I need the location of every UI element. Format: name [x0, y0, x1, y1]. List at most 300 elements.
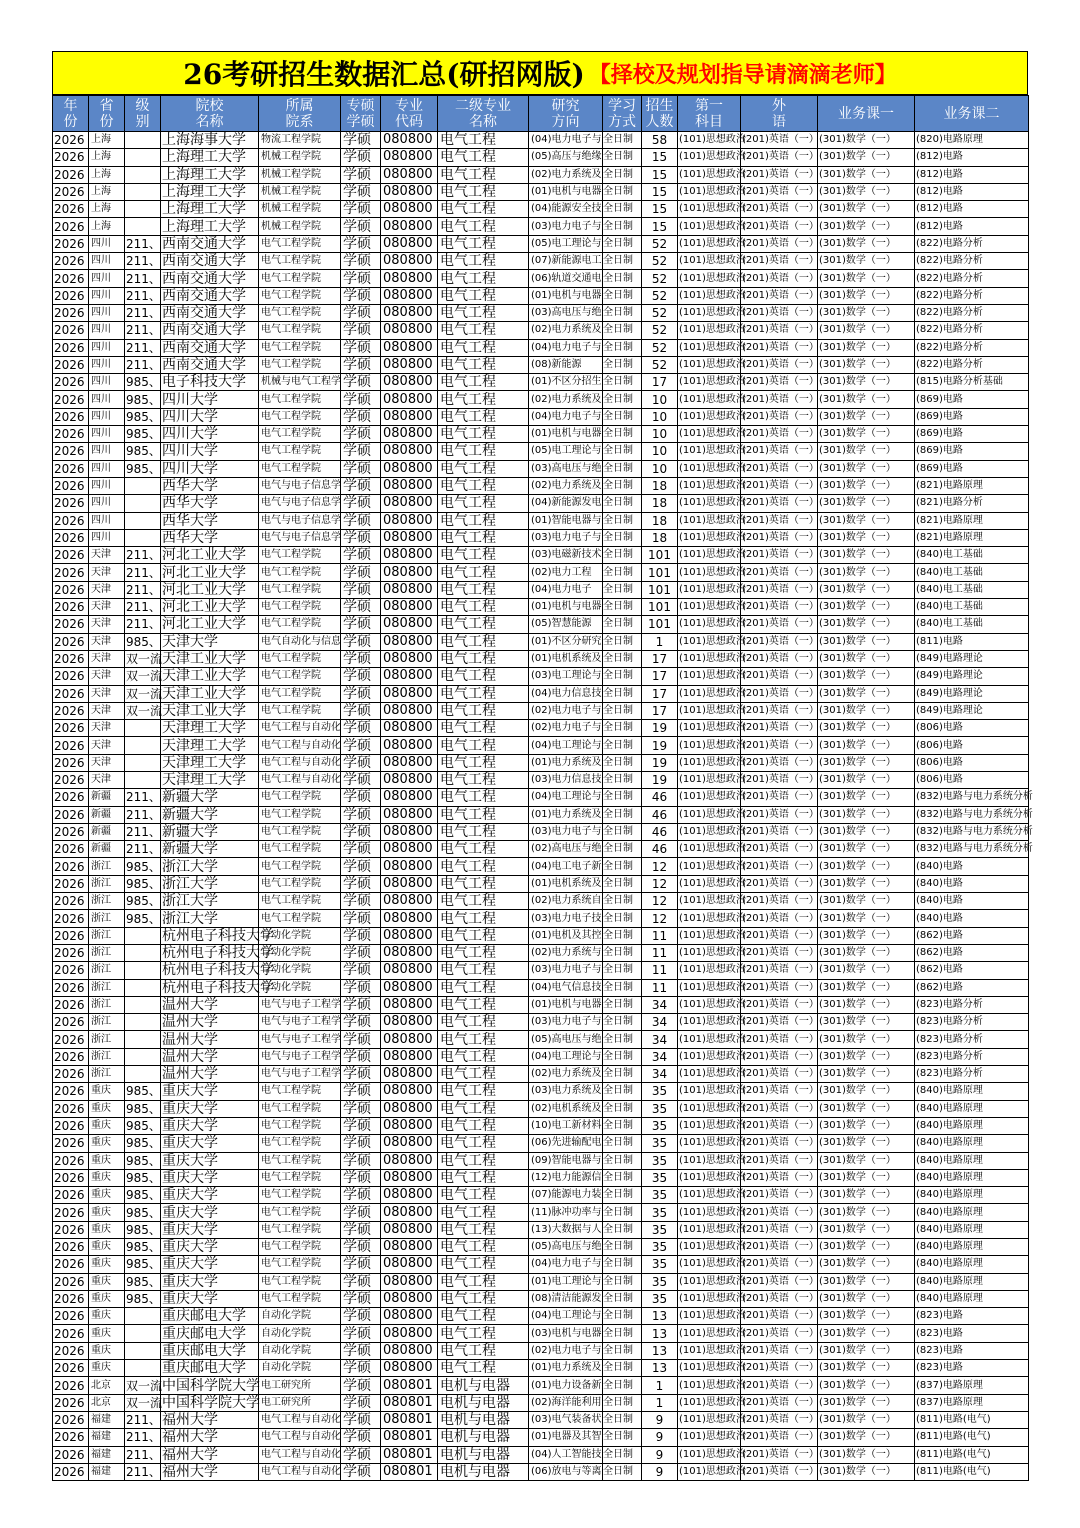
- cell-tier: [125, 996, 161, 1013]
- cell-major-name: 电气工程: [438, 1342, 529, 1359]
- cell-major-name: 电气工程: [438, 1152, 529, 1169]
- cell-research-direction: (04)电力电子与: [529, 408, 603, 425]
- cell-major-name: 电气工程: [438, 771, 529, 788]
- cell-study-mode: 全日制: [603, 702, 642, 719]
- cell-major-name: 电气工程: [438, 270, 529, 287]
- cell-research-direction: (01)电工理论与: [529, 1273, 603, 1290]
- header-major-code-line-2: 代码: [395, 113, 423, 130]
- cell-enrollment: 18: [642, 529, 678, 546]
- cell-tier: 双一流: [126, 703, 163, 718]
- cell-subject-course-2: (840)电工基础: [915, 599, 1029, 616]
- cell-major-code: 080800: [381, 910, 438, 927]
- cell-province: 上海: [89, 183, 125, 200]
- cell-school-name: 上海理工大学: [161, 166, 259, 183]
- table-row: [53, 149, 1029, 166]
- cell-study-mode: 全日制: [603, 789, 642, 806]
- cell-research-direction: (12)电力能源信: [529, 1169, 603, 1186]
- cell-enrollment: 46: [642, 823, 678, 840]
- header-subject-language-line-2: 语: [772, 113, 786, 130]
- cell-subject-course-2: (823)电路分析: [915, 1031, 1029, 1048]
- cell-major-name: 电气工程: [438, 1360, 529, 1377]
- cell-year: 2026: [53, 581, 89, 598]
- cell-province: 四川: [89, 374, 125, 391]
- cell-degree-type: 学硕: [341, 529, 381, 546]
- cell-year: 2026: [53, 1083, 89, 1100]
- cell-research-direction: (02)电力系统及: [529, 1066, 603, 1083]
- cell-department: 电气与电子信息学: [259, 512, 341, 529]
- cell-department: 电气工程学院: [259, 1290, 341, 1307]
- cell-department: 电气工程学院: [259, 823, 341, 840]
- cell-study-mode: 全日制: [603, 547, 642, 564]
- cell-subject-politics: (101)思想政治: [678, 374, 741, 391]
- cell-research-direction: (02)电力电子与: [529, 1342, 603, 1359]
- cell-subject-course-1: (301)数学（一）: [818, 1152, 915, 1169]
- table-row: [53, 1377, 1029, 1394]
- cell-major-code: 080800: [381, 495, 438, 512]
- cell-year: 2026: [53, 1135, 89, 1152]
- cell-subject-politics: (101)思想政治: [678, 962, 741, 979]
- cell-major-code: 080800: [381, 720, 438, 737]
- cell-major-name: 电气工程: [438, 806, 529, 823]
- cell-research-direction: (01)电机与电器: [529, 183, 603, 200]
- cell-subject-politics: (101)思想政治: [678, 166, 741, 183]
- cell-major-name: 电气工程: [438, 1117, 529, 1134]
- cell-department: 机械与电气工程学: [259, 374, 341, 391]
- cell-subject-course-2: (812)电路: [915, 149, 1029, 166]
- cell-school-name: 电子科技大学: [161, 374, 259, 391]
- cell-subject-course-1: (301)数学（一）: [818, 685, 915, 702]
- cell-subject-politics: (101)思想政治: [678, 599, 741, 616]
- cell-major-code: 080800: [381, 875, 438, 892]
- table-row: [53, 166, 1029, 183]
- cell-year: 2026: [53, 1446, 89, 1463]
- cell-province: 上海: [89, 132, 125, 149]
- cell-subject-course-2: (811)电路(电气): [915, 1411, 1029, 1428]
- cell-tier: 985、: [126, 1188, 161, 1203]
- cell-subject-course-2: (840)电路: [915, 910, 1029, 927]
- cell-major-name: 电气工程: [438, 1273, 529, 1290]
- table-row: [53, 979, 1029, 996]
- cell-subject-course-2: (812)电路: [915, 166, 1029, 183]
- cell-year: 2026: [53, 235, 89, 252]
- header-department: [259, 96, 341, 132]
- cell-degree-type: 学硕: [341, 1463, 381, 1480]
- cell-major-code: 080800: [381, 1187, 438, 1204]
- header-study-mode: [603, 96, 642, 132]
- cell-subject-politics: (101)思想政治: [678, 426, 741, 443]
- cell-subject-course-2: (823)电路: [915, 1360, 1029, 1377]
- cell-year: 2026: [53, 270, 89, 287]
- cell-tier: 双一流: [126, 686, 163, 701]
- cell-subject-course-1: (301)数学（一）: [818, 1256, 915, 1273]
- cell-major-code: 080800: [381, 754, 438, 771]
- cell-research-direction: (04)电气信息技: [529, 979, 603, 996]
- cell-enrollment: 18: [642, 477, 678, 494]
- cell-research-direction: (04)电力电子与: [529, 339, 603, 356]
- cell-major-name: 电气工程: [438, 339, 529, 356]
- cell-year: 2026: [53, 529, 89, 546]
- cell-research-direction: (04)电工电子新: [529, 858, 603, 875]
- cell-subject-course-1: (301)数学（一）: [818, 1100, 915, 1117]
- table-row: [53, 910, 1029, 927]
- cell-province: 四川: [89, 426, 125, 443]
- cell-major-code: 080800: [381, 1308, 438, 1325]
- cell-subject-course-2: (862)电路: [915, 979, 1029, 996]
- cell-enrollment: 35: [642, 1204, 678, 1221]
- cell-subject-course-1: (301)数学（一）: [818, 650, 915, 667]
- cell-subject-course-2: (869)电路: [915, 426, 1029, 443]
- cell-year: 2026: [53, 1239, 89, 1256]
- cell-study-mode: 全日制: [603, 823, 642, 840]
- cell-school-name: 西南交通大学: [161, 339, 259, 356]
- cell-department: 电气工程学院: [259, 910, 341, 927]
- cell-tier: 985、: [126, 911, 161, 926]
- cell-major-name: 电机与电器: [438, 1377, 529, 1394]
- cell-subject-course-2: (823)电路分析: [915, 1048, 1029, 1065]
- cell-major-code: 080800: [381, 893, 438, 910]
- cell-tier: 211、: [126, 548, 161, 563]
- cell-province: 上海: [89, 218, 125, 235]
- cell-subject-politics: (101)思想政治: [678, 754, 741, 771]
- cell-subject-politics: (101)思想政治: [678, 1221, 741, 1238]
- cell-province: 重庆: [89, 1221, 125, 1238]
- cell-major-code: 080800: [381, 633, 438, 650]
- cell-tier: [125, 149, 161, 166]
- cell-school-name: 四川大学: [161, 426, 259, 443]
- cell-research-direction: (01)电力系统及: [529, 806, 603, 823]
- cell-department: 机械工程学院: [259, 218, 341, 235]
- cell-department: 电气工程学院: [259, 426, 341, 443]
- cell-department: 电气工程学院: [259, 1152, 341, 1169]
- cell-subject-politics: (101)思想政治: [678, 685, 741, 702]
- cell-subject-course-2: (840)电路原理: [915, 1117, 1029, 1134]
- cell-school-name: 杭州电子科技大学: [162, 945, 274, 962]
- cell-school-name: 四川大学: [161, 391, 259, 408]
- table-row: [53, 771, 1029, 788]
- cell-degree-type: 学硕: [341, 1325, 381, 1342]
- cell-degree-type: 学硕: [341, 201, 381, 218]
- cell-subject-language: (201)英语（一）: [741, 201, 818, 218]
- cell-tier: [125, 218, 161, 235]
- cell-major-code: 080800: [381, 737, 438, 754]
- table-row: [53, 1031, 1029, 1048]
- cell-year: 2026: [53, 322, 89, 339]
- cell-major-name: 电气工程: [438, 754, 529, 771]
- cell-year: 2026: [53, 166, 89, 183]
- cell-tier: 211、: [126, 1413, 161, 1428]
- cell-study-mode: 全日制: [603, 408, 642, 425]
- cell-subject-course-1: (301)数学（一）: [818, 893, 915, 910]
- cell-year: 2026: [53, 183, 89, 200]
- cell-research-direction: (08)清洁能源发: [529, 1290, 603, 1307]
- cell-subject-language: (201)英语（一）: [741, 1360, 818, 1377]
- cell-degree-type: 学硕: [341, 875, 381, 892]
- cell-subject-course-1: (301)数学（一）: [818, 235, 915, 252]
- cell-major-code: 080800: [381, 356, 438, 373]
- cell-department: 电气工程学院: [259, 460, 341, 477]
- cell-enrollment: 52: [642, 253, 678, 270]
- cell-study-mode: 全日制: [603, 339, 642, 356]
- cell-subject-politics: (101)思想政治: [678, 616, 741, 633]
- cell-year: 2026: [53, 408, 89, 425]
- cell-enrollment: 9: [642, 1429, 678, 1446]
- cell-major-name: 电气工程: [438, 426, 529, 443]
- cell-major-name: 电气工程: [438, 962, 529, 979]
- cell-school-name: 天津理工大学: [161, 737, 259, 754]
- cell-research-direction: (02)电力工程: [529, 564, 603, 581]
- table-row: [53, 650, 1029, 667]
- cell-research-direction: (03)电气装备状: [529, 1411, 603, 1428]
- cell-province: 上海: [89, 166, 125, 183]
- cell-degree-type: 学硕: [341, 650, 381, 667]
- cell-enrollment: 10: [642, 426, 678, 443]
- cell-study-mode: 全日制: [603, 218, 642, 235]
- cell-major-code: 080800: [381, 823, 438, 840]
- cell-department: 电气工程与自动化: [259, 1429, 341, 1446]
- cell-major-code: 080800: [381, 1221, 438, 1238]
- cell-enrollment: 17: [642, 702, 678, 719]
- cell-major-code: 080800: [381, 1290, 438, 1307]
- cell-enrollment: 52: [642, 356, 678, 373]
- cell-major-name: 电气工程: [438, 408, 529, 425]
- table-row: [53, 1394, 1029, 1411]
- cell-department: 电气工程学院: [259, 650, 341, 667]
- cell-province: 天津: [89, 737, 125, 754]
- cell-enrollment: 34: [642, 996, 678, 1013]
- cell-school-name: 新疆大学: [161, 841, 259, 858]
- cell-year: 2026: [53, 132, 89, 149]
- cell-subject-course-1: (301)数学（一）: [818, 547, 915, 564]
- cell-subject-politics: (101)思想政治: [678, 287, 741, 304]
- cell-major-name: 电气工程: [438, 599, 529, 616]
- cell-subject-language: (201)英语（一）: [741, 460, 818, 477]
- cell-subject-language: (201)英语（一）: [741, 322, 818, 339]
- table-row: [53, 720, 1029, 737]
- cell-subject-course-1: (301)数学（一）: [818, 771, 915, 788]
- cell-tier: 985、: [126, 375, 161, 390]
- cell-study-mode: 全日制: [603, 616, 642, 633]
- cell-major-code: 080800: [381, 1204, 438, 1221]
- cell-province: 浙江: [89, 893, 125, 910]
- table-row: [53, 685, 1029, 702]
- table-row: [53, 1100, 1029, 1117]
- cell-degree-type: 学硕: [341, 1377, 381, 1394]
- cell-year: 2026: [53, 979, 89, 996]
- cell-year: 2026: [53, 1187, 89, 1204]
- cell-department: 电气工程与自动化: [259, 771, 341, 788]
- cell-year: 2026: [53, 1169, 89, 1186]
- cell-subject-language: (201)英语（一）: [741, 149, 818, 166]
- cell-subject-course-2: (815)电路分析基础: [915, 374, 1029, 391]
- cell-degree-type: 学硕: [341, 304, 381, 321]
- cell-subject-politics: (101)思想政治: [678, 253, 741, 270]
- cell-enrollment: 35: [642, 1273, 678, 1290]
- cell-tier: 211、: [126, 236, 161, 251]
- cell-degree-type: 学硕: [341, 979, 381, 996]
- header-major-code-line-1: 专业: [395, 97, 423, 114]
- cell-year: 2026: [53, 858, 89, 875]
- cell-subject-language: (201)英语（一）: [741, 1463, 818, 1480]
- cell-study-mode: 全日制: [603, 1135, 642, 1152]
- cell-subject-politics: (101)思想政治: [678, 356, 741, 373]
- cell-research-direction: (04)电工理论与: [529, 1308, 603, 1325]
- cell-research-direction: (02)电机系统及: [529, 1100, 603, 1117]
- cell-province: 天津: [89, 581, 125, 598]
- cell-subject-politics: (101)思想政治: [678, 1187, 741, 1204]
- cell-subject-politics: (101)思想政治: [678, 927, 741, 944]
- cell-subject-language: (201)英语（一）: [741, 616, 818, 633]
- cell-province: 四川: [89, 235, 125, 252]
- cell-major-code: 080800: [381, 1169, 438, 1186]
- header-subject-politics-line-2: 科目: [695, 113, 723, 130]
- cell-tier: 985、: [126, 894, 161, 909]
- cell-degree-type: 学硕: [341, 1066, 381, 1083]
- cell-subject-politics: (101)思想政治: [678, 1204, 741, 1221]
- cell-province: 重庆: [89, 1360, 125, 1377]
- cell-department: 电气工程与自动化: [259, 1411, 341, 1428]
- cell-study-mode: 全日制: [603, 1290, 642, 1307]
- cell-major-code: 080800: [381, 512, 438, 529]
- cell-research-direction: (04)电工理论与: [529, 789, 603, 806]
- cell-subject-politics: (101)思想政治: [678, 771, 741, 788]
- cell-major-name: 电气工程: [438, 1014, 529, 1031]
- cell-degree-type: 学硕: [341, 253, 381, 270]
- cell-subject-course-1: (301)数学（一）: [818, 737, 915, 754]
- cell-enrollment: 12: [642, 893, 678, 910]
- cell-year: 2026: [53, 875, 89, 892]
- cell-subject-course-1: (301)数学（一）: [818, 460, 915, 477]
- header-major-name-line-1: 二级专业: [455, 97, 511, 114]
- cell-school-name: 上海理工大学: [161, 201, 259, 218]
- cell-tier: 985、: [126, 1084, 161, 1099]
- cell-major-name: 电气工程: [438, 253, 529, 270]
- cell-enrollment: 35: [642, 1256, 678, 1273]
- cell-school-name: 重庆大学: [161, 1239, 259, 1256]
- cell-subject-politics: (101)思想政治: [678, 322, 741, 339]
- cell-subject-language: (201)英语（一）: [741, 789, 818, 806]
- cell-year: 2026: [53, 564, 89, 581]
- cell-province: 浙江: [89, 927, 125, 944]
- header-research-direction-line-1: 研究: [551, 97, 580, 114]
- cell-subject-course-1: (301)数学（一）: [818, 1342, 915, 1359]
- cell-enrollment: 10: [642, 391, 678, 408]
- cell-enrollment: 17: [642, 650, 678, 667]
- cell-major-code: 080800: [381, 166, 438, 183]
- cell-degree-type: 学硕: [341, 1256, 381, 1273]
- cell-enrollment: 46: [642, 841, 678, 858]
- cell-subject-course-2: (840)电路原理: [915, 1273, 1029, 1290]
- cell-subject-course-1: (301)数学（一）: [818, 668, 915, 685]
- cell-subject-course-1: (301)数学（一）: [818, 1204, 915, 1221]
- cell-degree-type: 学硕: [341, 893, 381, 910]
- cell-subject-course-1: (301)数学（一）: [818, 927, 915, 944]
- cell-tier: [125, 1031, 161, 1048]
- cell-department: 自动化学院: [259, 1325, 341, 1342]
- cell-subject-course-1: (301)数学（一）: [818, 564, 915, 581]
- cell-subject-language: (201)英语（一）: [741, 1135, 818, 1152]
- cell-department: 机械工程学院: [259, 201, 341, 218]
- title-bar: [52, 51, 1028, 95]
- header-enrollment: [642, 96, 678, 132]
- cell-degree-type: 学硕: [341, 166, 381, 183]
- cell-study-mode: 全日制: [603, 304, 642, 321]
- cell-research-direction: (01)电机系统及: [529, 650, 603, 667]
- cell-study-mode: 全日制: [603, 1273, 642, 1290]
- cell-subject-course-2: (822)电路分析: [915, 270, 1029, 287]
- cell-subject-politics: (101)思想政治: [678, 1446, 741, 1463]
- cell-degree-type: 学硕: [341, 322, 381, 339]
- cell-major-name: 电气工程: [438, 132, 529, 149]
- table-row: [53, 270, 1029, 287]
- header-school-name: [161, 96, 259, 132]
- cell-subject-language: (201)英语（一）: [741, 1221, 818, 1238]
- table-row: [53, 1187, 1029, 1204]
- table-row: [53, 477, 1029, 494]
- cell-enrollment: 52: [642, 322, 678, 339]
- cell-degree-type: 学硕: [341, 754, 381, 771]
- cell-major-name: 电气工程: [438, 979, 529, 996]
- table-row: [53, 512, 1029, 529]
- cell-research-direction: (08)新能源: [529, 356, 603, 373]
- header-research-direction-line-2: 方向: [551, 113, 580, 130]
- cell-major-name: 电气工程: [438, 356, 529, 373]
- cell-school-name: 重庆大学: [161, 1083, 259, 1100]
- cell-subject-politics: (101)思想政治: [678, 183, 741, 200]
- cell-major-code: 080800: [381, 1117, 438, 1134]
- cell-research-direction: (06)放电与等离: [529, 1463, 603, 1480]
- cell-study-mode: 全日制: [603, 1066, 642, 1083]
- cell-subject-language: (201)英语（一）: [741, 875, 818, 892]
- cell-province: 四川: [89, 460, 125, 477]
- admissions-table: [52, 95, 1033, 1481]
- cell-subject-politics: (101)思想政治: [678, 1394, 741, 1411]
- cell-degree-type: 学硕: [341, 581, 381, 598]
- cell-subject-course-1: (301)数学（一）: [818, 443, 915, 460]
- cell-degree-type: 学硕: [341, 996, 381, 1013]
- cell-tier: 211、: [126, 254, 161, 269]
- cell-tier: 211、: [126, 1465, 161, 1479]
- cell-enrollment: 35: [642, 1152, 678, 1169]
- cell-degree-type: 学硕: [341, 132, 381, 149]
- table-row: [53, 737, 1029, 754]
- cell-school-name: 福州大学: [161, 1446, 259, 1463]
- cell-tier: 985、: [126, 444, 161, 459]
- cell-subject-language: (201)英语（一）: [741, 218, 818, 235]
- cell-subject-course-1: (301)数学（一）: [818, 253, 915, 270]
- cell-major-code: 080800: [381, 564, 438, 581]
- cell-major-code: 080800: [381, 771, 438, 788]
- cell-major-code: 080800: [381, 408, 438, 425]
- cell-school-name: 浙江大学: [161, 893, 259, 910]
- cell-research-direction: (01)电机与电器: [529, 287, 603, 304]
- cell-research-direction: (03)电磁新技术: [529, 547, 603, 564]
- cell-subject-course-1: (301)数学（一）: [818, 858, 915, 875]
- cell-tier: [125, 1360, 161, 1377]
- cell-study-mode: 全日制: [603, 322, 642, 339]
- cell-major-code: 080800: [381, 235, 438, 252]
- cell-tier: 双一流: [126, 652, 163, 667]
- cell-subject-language: (201)英语（一）: [741, 512, 818, 529]
- cell-year: 2026: [53, 1325, 89, 1342]
- cell-research-direction: (02)电力系统自: [529, 893, 603, 910]
- cell-major-name: 电气工程: [438, 547, 529, 564]
- cell-province: 浙江: [89, 996, 125, 1013]
- cell-subject-politics: (101)思想政治: [678, 1169, 741, 1186]
- cell-enrollment: 12: [642, 910, 678, 927]
- cell-enrollment: 34: [642, 1014, 678, 1031]
- header-subject-course-2: [915, 96, 1029, 132]
- cell-school-name: 西华大学: [161, 529, 259, 546]
